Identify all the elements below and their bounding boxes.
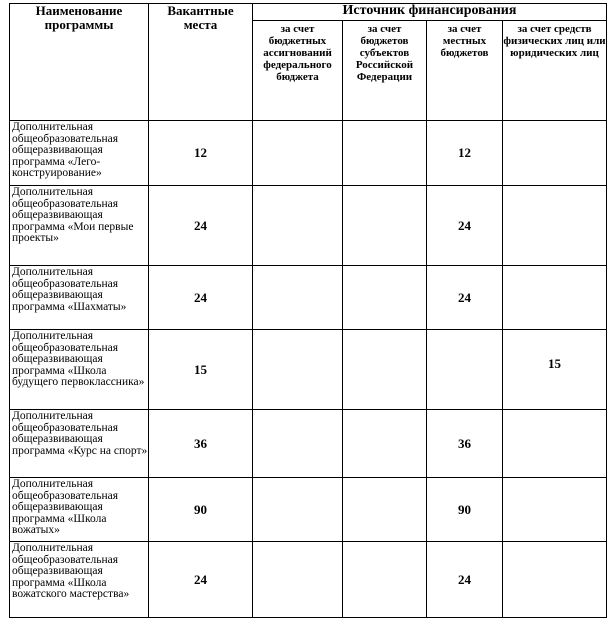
private-cell: [503, 478, 607, 542]
local-cell: 12: [427, 121, 503, 186]
private-cell: [503, 186, 607, 266]
vacant-count: 24: [149, 186, 253, 266]
local-cell: 24: [427, 542, 503, 618]
vacant-count: 24: [149, 266, 253, 330]
private-cell: [503, 542, 607, 618]
vacancies-table: [9, 3, 607, 618]
federal-cell: [253, 330, 343, 410]
table-row: [10, 121, 607, 186]
vacant-count: 36: [149, 410, 253, 478]
program-name: Дополнительная общеобразовательная общеразвивающая программа «Школа будущего первоклассника»: [10, 330, 149, 410]
header-local-budget: за счет местных бюджетов: [427, 21, 503, 121]
table-row: [10, 410, 607, 478]
federal-cell: [253, 186, 343, 266]
regional-cell: [343, 542, 427, 618]
table-row: [10, 186, 607, 266]
table-row: [10, 266, 607, 330]
regional-cell: [343, 266, 427, 330]
federal-cell: [253, 121, 343, 186]
header-program-name: Наименование программы: [10, 4, 149, 121]
regional-cell: [343, 410, 427, 478]
federal-cell: [253, 410, 343, 478]
program-name: Дополнительная общеобразовательная общеразвивающая программа «Школа вожатых»: [10, 478, 149, 542]
program-name: Дополнительная общеобразовательная общеразвивающая программа «Курс на спорт»: [10, 410, 149, 478]
regional-cell: [343, 121, 427, 186]
table-row: [10, 478, 607, 542]
regional-cell: [343, 186, 427, 266]
local-cell: 90: [427, 478, 503, 542]
header-federal-budget: за счет бюджетных ассигнований федерального бюджета: [253, 21, 343, 121]
local-cell: [427, 330, 503, 410]
header-private-funds: за счет средств физических лиц или юридических лиц: [503, 21, 607, 121]
table-row: [10, 330, 607, 410]
federal-cell: [253, 266, 343, 330]
private-cell: [503, 410, 607, 478]
program-name: Дополнительная общеобразовательная общеразвивающая программа «Мои первые проекты»: [10, 186, 149, 266]
federal-cell: [253, 542, 343, 618]
local-cell: 36: [427, 410, 503, 478]
vacant-count: 15: [149, 330, 253, 410]
program-name: Дополнительная общеобразовательная общеразвивающая программа «Шахматы»: [10, 266, 149, 330]
header-funding-source: Источник финансирования: [253, 4, 607, 21]
vacant-count: 90: [149, 478, 253, 542]
table-row: [10, 542, 607, 618]
federal-cell: [253, 478, 343, 542]
private-cell: [503, 266, 607, 330]
vacant-count: 24: [149, 542, 253, 618]
local-cell: 24: [427, 186, 503, 266]
vacant-count: 12: [149, 121, 253, 186]
private-cell: 15: [503, 330, 607, 410]
header-vacant-places: Вакантные места: [149, 4, 253, 121]
program-name: Дополнительная общеобразовательная общеразвивающая программа «Школа вожатского мастерства»: [10, 542, 149, 618]
regional-cell: [343, 478, 427, 542]
regional-cell: [343, 330, 427, 410]
local-cell: 24: [427, 266, 503, 330]
header-regional-budget: за счет бюджетов субъектов Российской Федерации: [343, 21, 427, 121]
program-name: Дополнительная общеобразовательная общеразвивающая программа «Лего-конструирование»: [10, 121, 149, 186]
private-cell: [503, 121, 607, 186]
